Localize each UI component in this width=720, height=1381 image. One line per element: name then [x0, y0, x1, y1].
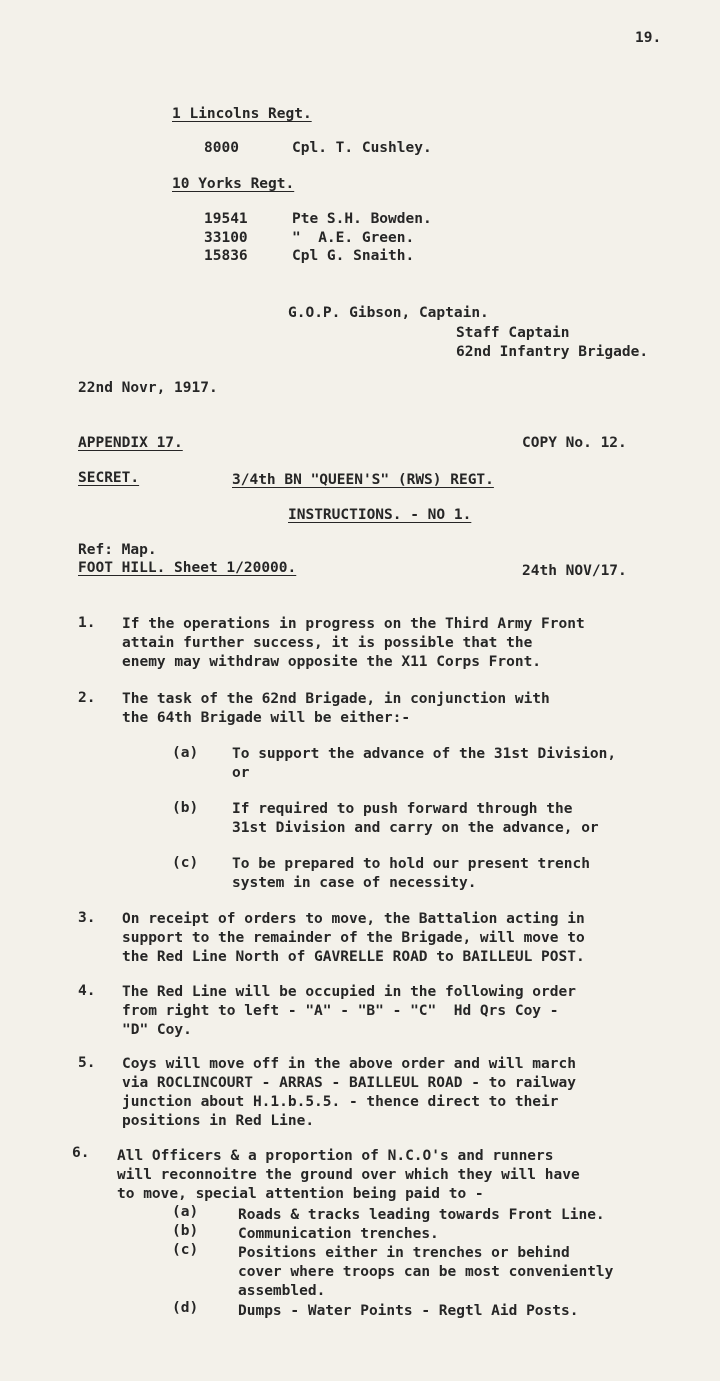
- sub-item-label: (d): [172, 1300, 199, 1316]
- paragraph-text: If the operations in progress on the Third Army Front attain further success, it is possible that the enemy may withdraw opposite the X11 Corps Front.: [122, 616, 585, 670]
- map-reference: Ref: Map.: [78, 542, 157, 558]
- sub-item-text: Roads & tracks leading towards Front Line.: [238, 1207, 605, 1223]
- regiment-heading: 10 Yorks Regt.: [172, 176, 295, 192]
- sub-item-text: Communication trenches.: [238, 1226, 439, 1242]
- sub-item-text: Dumps - Water Points - Regtl Aid Posts.: [238, 1303, 579, 1319]
- paragraph-number: 2.: [78, 690, 96, 706]
- sub-item-label: (c): [172, 1242, 199, 1258]
- soldier-name: Pte S.H. Bowden.: [292, 211, 432, 227]
- service-number: 8000: [204, 140, 239, 156]
- roll-date: 22nd Novr, 1917.: [78, 380, 218, 396]
- sub-item-text: Positions either in trenches or behind cover where troops can be most conveniently assembled.: [238, 1245, 614, 1299]
- signature-name: G.O.P. Gibson, Captain.: [288, 305, 489, 321]
- soldier-name: " A.E. Green.: [292, 230, 415, 246]
- paragraph-number: 5.: [78, 1055, 96, 1071]
- paragraph-number: 3.: [78, 910, 96, 926]
- service-number: 19541: [204, 211, 248, 227]
- service-number: 33100: [204, 230, 248, 246]
- paragraph-text: All Officers & a proportion of N.C.O's and runners will reconnoitre the ground over which they will have to move, special attention being paid to -: [117, 1148, 580, 1202]
- sub-item-label: (b): [172, 800, 199, 816]
- signature-unit: 62nd Infantry Brigade.: [456, 344, 649, 360]
- sub-item-text: If required to push forward through the 31st Division and carry on the advance, or: [232, 801, 599, 836]
- sub-item-label: (b): [172, 1223, 199, 1239]
- sub-item-text: To support the advance of the 31st Division, or: [232, 746, 617, 781]
- soldier-name: Cpl. T. Cushley.: [292, 140, 432, 156]
- classification: SECRET.: [78, 470, 140, 486]
- sub-item-label: (a): [172, 745, 199, 761]
- paragraph-number: 1.: [78, 615, 96, 631]
- page-number: 19.: [635, 30, 662, 46]
- paragraph-text: The task of the 62nd Brigade, in conjunction with the 64th Brigade will be either:-: [122, 691, 550, 726]
- sub-item-label: (c): [172, 855, 199, 871]
- unit-name: 3/4th BN "QUEEN'S" (RWS) REGT.: [232, 472, 494, 488]
- instructions-date: 24th NOV/17.: [522, 563, 627, 579]
- paragraph-text: The Red Line will be occupied in the following order from right to left - "A" - "B" - "C" Hd Qrs Coy - "D" Coy.: [122, 984, 576, 1038]
- paragraph-text: Coys will move off in the above order and will march via ROCLINCOURT - ARRAS - BAILLEUL ROAD - to railway junction about H.1.b.5.5. - thence direct to their positions in Red Line.: [122, 1056, 576, 1129]
- instructions-heading: INSTRUCTIONS. - NO 1.: [288, 507, 472, 523]
- regiment-heading: 1 Lincolns Regt.: [172, 106, 312, 122]
- map-sheet: FOOT HILL. Sheet 1/20000.: [78, 560, 297, 576]
- paragraph-number: 4.: [78, 983, 96, 999]
- sub-item-text: To be prepared to hold our present trench system in case of necessity.: [232, 856, 590, 891]
- copy-number: COPY No. 12.: [522, 435, 627, 451]
- sub-item-label: (a): [172, 1204, 199, 1220]
- paragraph-number: 6.: [72, 1145, 90, 1161]
- paragraph-text: On receipt of orders to move, the Battalion acting in support to the remainder of the Brigade, will move to the Red Line North of GAVRELLE ROAD to BAILLEUL POST.: [122, 911, 585, 965]
- soldier-name: Cpl G. Snaith.: [292, 248, 415, 264]
- appendix-title: APPENDIX 17.: [78, 435, 183, 451]
- service-number: 15836: [204, 248, 248, 264]
- signature-title: Staff Captain: [456, 325, 570, 341]
